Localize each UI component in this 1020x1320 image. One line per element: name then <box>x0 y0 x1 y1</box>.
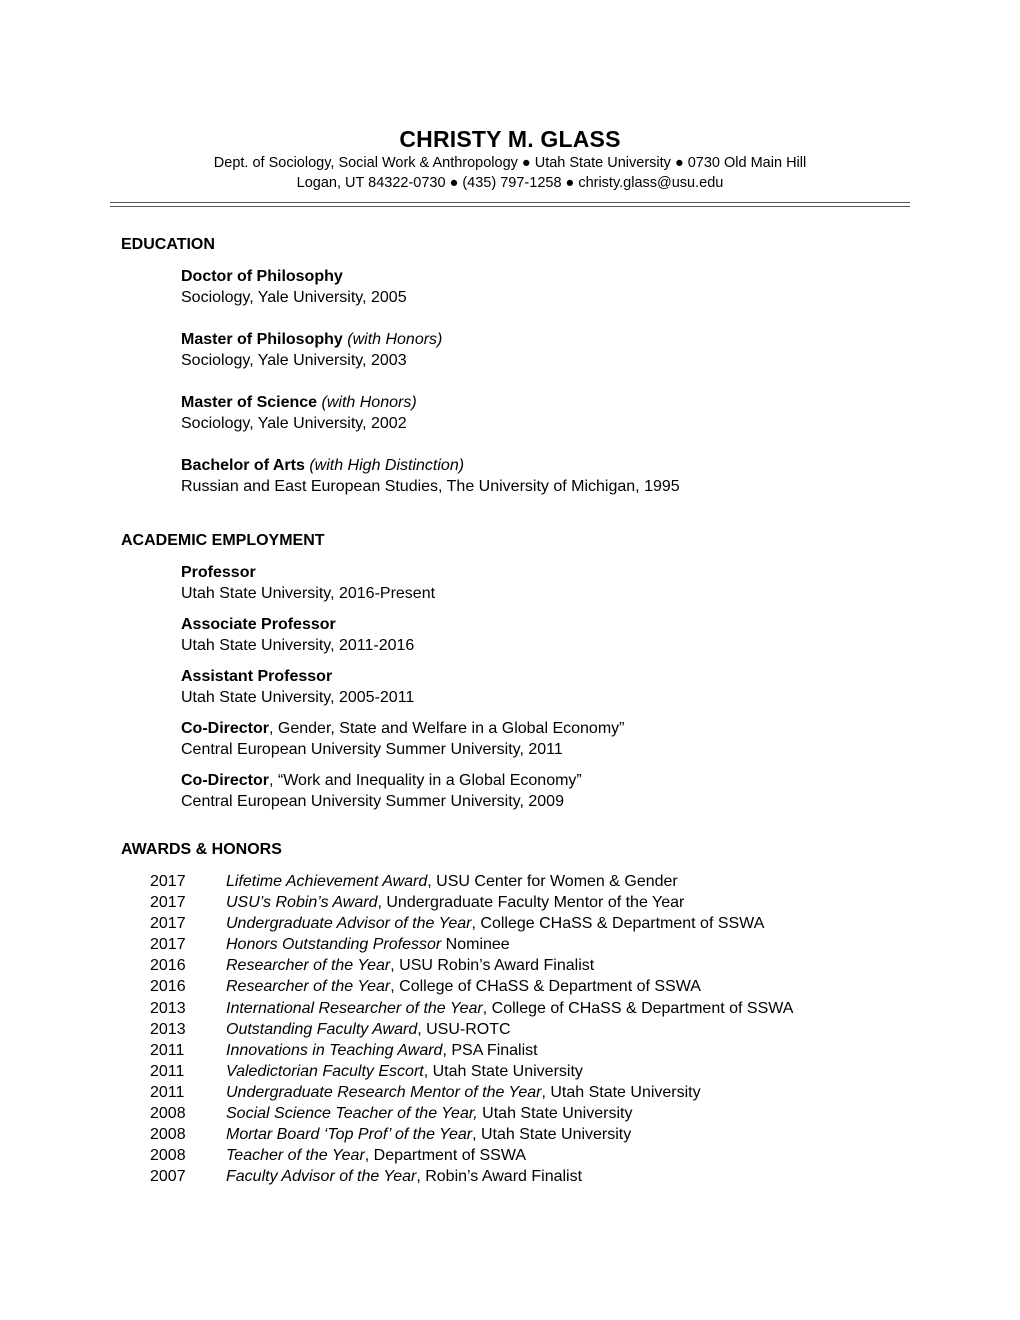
award-year: 2011 <box>150 1083 185 1101</box>
award-row <box>150 934 793 955</box>
award-title: Social Science Teacher of the Year, <box>226 1105 478 1123</box>
education-item <box>181 392 417 434</box>
position-title: Co-Director <box>181 720 270 737</box>
degree-detail: Sociology, Yale University, 2003 <box>181 352 407 369</box>
award-detail: , Utah State University <box>472 1126 632 1144</box>
education-item <box>181 329 442 371</box>
award-row <box>150 1061 793 1082</box>
position-title: Co-Director <box>181 772 270 789</box>
award-row <box>150 976 793 997</box>
award-row <box>150 1040 793 1061</box>
award-detail: , Department of SSWA <box>364 1147 527 1165</box>
award-title: Teacher of the Year <box>226 1147 365 1165</box>
position-program: , Gender, State and Welfare in a Global Economy” <box>269 720 625 737</box>
position-title: Assistant Professor <box>181 668 333 685</box>
cv-header <box>0 125 1020 193</box>
award-year: 2008 <box>150 1126 186 1144</box>
degree-note: (with Honors) <box>321 394 417 411</box>
award-year: 2008 <box>150 1147 186 1165</box>
award-detail: , College of CHaSS & Department of SSWA <box>390 978 701 996</box>
award-detail: , College CHaSS & Department of SSWA <box>471 915 765 933</box>
award-year: 2017 <box>150 936 186 954</box>
position-title: Professor <box>181 564 256 581</box>
header-divider <box>110 202 910 207</box>
award-title: Faculty Advisor of the Year <box>226 1168 417 1186</box>
education-heading: EDUCATION <box>121 236 215 253</box>
award-detail: , USU-ROTC <box>417 1020 511 1038</box>
award-year: 2016 <box>150 978 186 996</box>
award-detail: , USU Center for Women & Gender <box>427 873 678 890</box>
award-title: Researcher of the Year <box>226 978 391 996</box>
awards-list <box>150 871 793 1187</box>
address-line-2: Logan, UT 84322-0730 ● (435) 797-1258 ● christy.glass@usu.edu <box>296 175 724 191</box>
employment-item <box>181 562 435 604</box>
employment-item <box>181 718 624 760</box>
education-item <box>181 266 407 308</box>
award-title: Mortar Board ‘Top Prof’ of the Year <box>226 1126 473 1144</box>
award-row <box>150 1166 793 1187</box>
award-title: Outstanding Faculty Award <box>226 1020 418 1038</box>
award-detail: , Undergraduate Faculty Mentor of the Year <box>377 894 685 912</box>
degree-detail: Russian and East European Studies, The University of Michigan, 1995 <box>181 478 680 495</box>
award-title: Undergraduate Advisor of the Year <box>226 915 472 933</box>
award-detail: , PSA Finalist <box>442 1041 538 1059</box>
award-title: International Researcher of the Year <box>226 999 483 1017</box>
award-year: 2013 <box>150 999 186 1017</box>
award-year: 2017 <box>150 894 186 912</box>
position-program: , “Work and Inequality in a Global Economy” <box>269 772 582 789</box>
award-row <box>150 913 793 934</box>
award-year: 2016 <box>150 957 186 975</box>
education-item <box>181 455 680 497</box>
award-year: 2017 <box>150 915 186 933</box>
award-title: USU’s Robin’s Award <box>226 894 378 912</box>
position-title: Associate Professor <box>181 616 336 633</box>
degree-detail: Sociology, Yale University, 2005 <box>181 289 407 306</box>
award-row <box>150 892 793 913</box>
degree-title: Master of Science <box>181 394 318 411</box>
award-title: Lifetime Achievement Award <box>226 873 428 890</box>
award-detail: , Robin’s Award Finalist <box>416 1168 583 1186</box>
award-title: Undergraduate Research Mentor of the Year <box>226 1083 542 1101</box>
award-row <box>150 1145 793 1166</box>
award-detail: , Utah State University <box>423 1062 583 1080</box>
award-detail: , College of CHaSS & Department of SSWA <box>482 999 794 1017</box>
degree-note: (with High Distinction) <box>309 457 465 474</box>
employment-heading: ACADEMIC EMPLOYMENT <box>121 532 325 549</box>
degree-title: Doctor of Philosophy <box>181 268 343 285</box>
award-year: 2011 <box>150 1062 185 1080</box>
person-name: CHRISTY M. GLASS <box>399 126 621 152</box>
award-detail: , Utah State University <box>541 1083 701 1101</box>
employment-item <box>181 666 414 708</box>
position-detail: Utah State University, 2005-2011 <box>181 689 415 706</box>
award-row <box>150 955 793 976</box>
position-detail: Central European University Summer University, 2009 <box>181 793 564 810</box>
award-row <box>150 1103 793 1124</box>
degree-title: Bachelor of Arts <box>181 457 305 474</box>
award-title: Honors Outstanding Professor <box>226 936 442 954</box>
award-title: Researcher of the Year <box>226 957 391 975</box>
award-year: 2008 <box>150 1105 186 1123</box>
award-detail: , USU Robin’s Award Finalist <box>390 957 595 975</box>
award-year: 2017 <box>150 873 186 890</box>
position-detail: Utah State University, 2011-2016 <box>181 637 415 654</box>
employment-item <box>181 614 414 656</box>
award-row <box>150 1082 793 1103</box>
degree-detail: Sociology, Yale University, 2002 <box>181 415 407 432</box>
award-year: 2013 <box>150 1020 186 1038</box>
award-detail: Utah State University <box>477 1105 633 1123</box>
position-detail: Central European University Summer University, 2011 <box>181 741 563 758</box>
position-detail: Utah State University, 2016-Present <box>181 585 436 602</box>
awards-heading: AWARDS & HONORS <box>121 841 282 858</box>
degree-title: Master of Philosophy <box>181 331 343 348</box>
award-detail: Nominee <box>441 936 510 954</box>
address-line-1: Dept. of Sociology, Social Work & Anthropology ● Utah State University ● 0730 Old Main Hill <box>213 155 807 171</box>
award-row <box>150 998 793 1019</box>
degree-note: (with Honors) <box>347 331 443 348</box>
award-title: Valedictorian Faculty Escort <box>226 1062 424 1080</box>
award-row <box>150 1019 793 1040</box>
award-title: Innovations in Teaching Award <box>226 1041 443 1059</box>
award-year: 2011 <box>150 1041 185 1059</box>
award-year: 2007 <box>150 1168 186 1186</box>
award-row <box>150 1124 793 1145</box>
award-row <box>150 871 793 892</box>
employment-item <box>181 770 582 812</box>
